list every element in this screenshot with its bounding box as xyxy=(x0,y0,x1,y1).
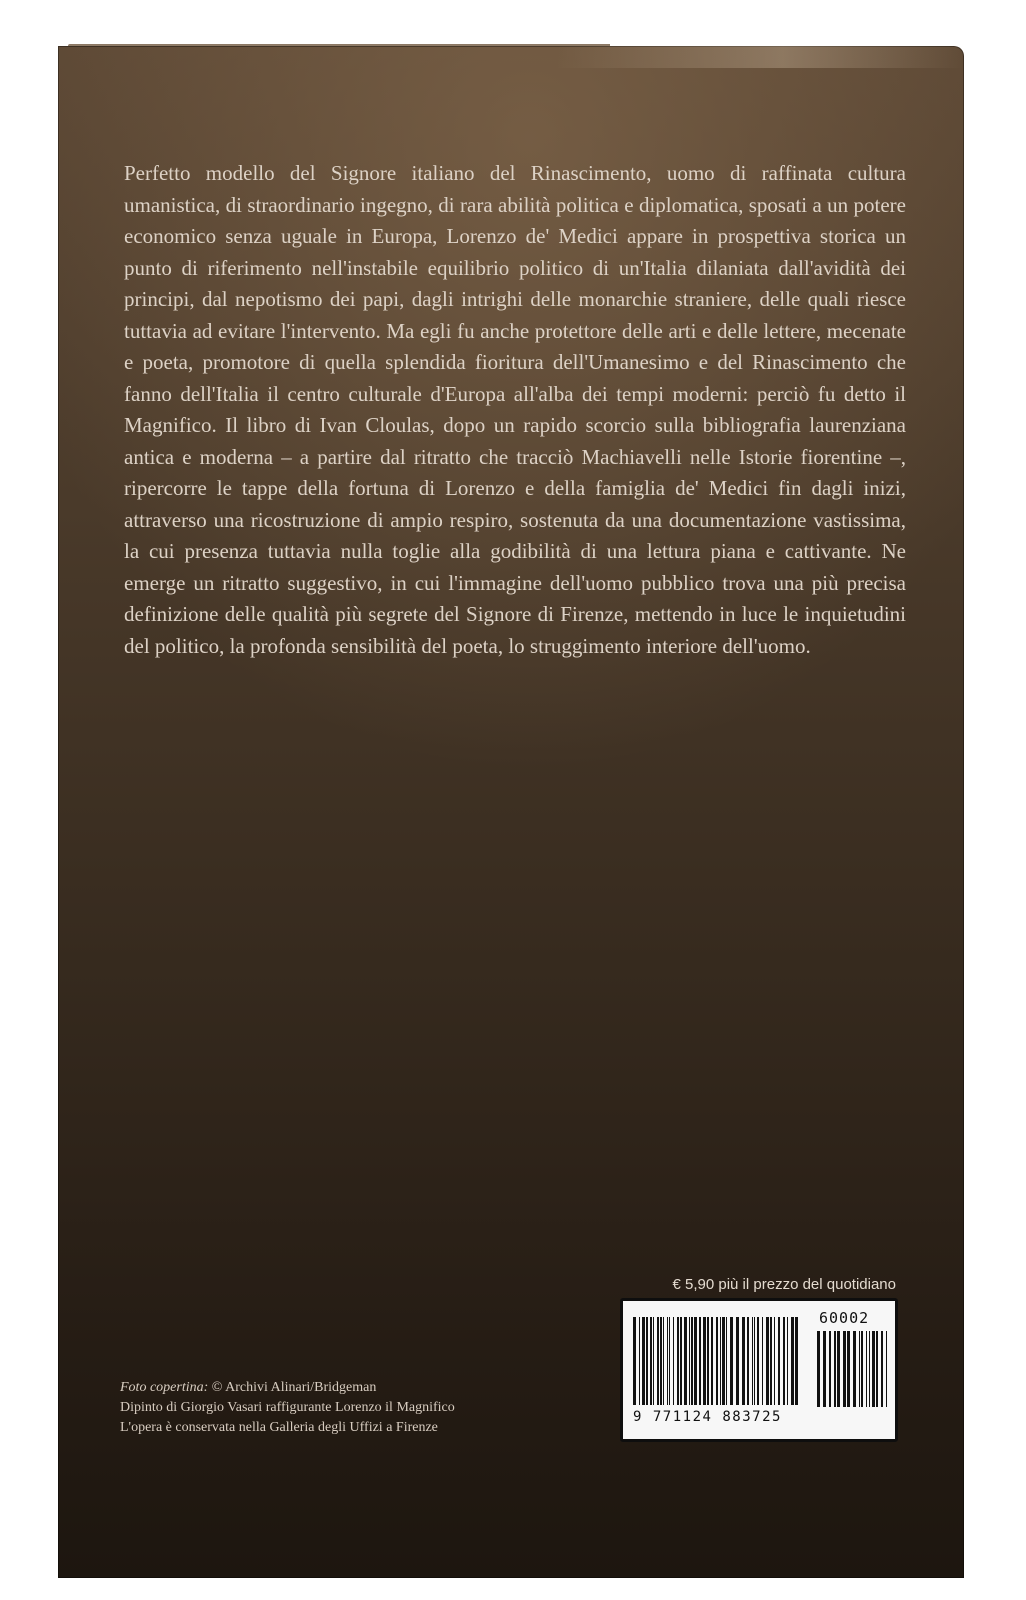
addon-barcode xyxy=(817,1331,887,1407)
book-back-cover xyxy=(58,46,964,1578)
price-label: € 5,90 più il prezzo del quotidiano xyxy=(672,1276,896,1293)
painting-credit-line: Dipinto di Giorgio Vasari raffigurante Lorenzo il Magnifico xyxy=(120,1400,455,1415)
barcode-label xyxy=(620,1298,898,1442)
cover-sheen xyxy=(58,46,964,68)
photo-credit-label: Foto copertina: xyxy=(120,1380,209,1395)
issue-code: 60002 xyxy=(819,1309,870,1327)
cover-credits xyxy=(120,1378,600,1438)
location-credit-line: L'opera è conservata nella Galleria degli Uffizi a Firenze xyxy=(120,1420,438,1435)
photo-credit-text: © Archivi Alinari/Bridgeman xyxy=(208,1380,377,1395)
back-cover-blurb: Perfetto modello del Signore italiano del Rinascimento, uomo di raffinata cultura umanistica, di straordinario ingegno, di rara abilità politica e diplomatica, sposati a un potere economico senza uguale in Europa, Lorenzo de' Medici appare in prospettiva storica un punto di riferimento nell'instabile equilibrio politico di un'Italia dilaniata dall'avidità dei principi, dal nepotismo dei papi, dagli intrighi delle monarchie straniere, delle quali riesce tuttavia ad evitare l'intervento. Ma egli fu anche protettore delle arti e delle lettere, mecenate e poeta, promotore di quella splendida fioritura dell'Umanesimo e del Rinascimento che fanno dell'Italia il centro culturale d'Europa all'alba dei tempi moderni: perciò fu detto il Magnifico. Il libro di Ivan Cloulas, dopo un rapido scorcio sulla bibliografia laurenziana antica e moderna – a partire dal ritratto che tracciò Machiavelli nelle Istorie fiorentine –, ripercorre le tappe della fortuna di Lorenzo e della famiglia de' Medici fin dagli inizi, attraverso una ricostruzione di ampio respiro, sostenuta da una documentazione vastissima, la cui presenza tuttavia nulla toglie alla godibilità di una lettura piana e cattivante. Ne emerge un ritratto suggestivo, in cui l'immagine dell'uomo pubblico trova una più precisa definizione delle qualità più segrete del Signore di Firenze, mettendo in luce le inquietudini del politico, la profonda sensibilità del poeta, lo struggimento interiore dell'uomo. xyxy=(124,161,906,658)
photo-credit-line xyxy=(120,1378,600,1398)
ean-barcode xyxy=(633,1317,799,1405)
ean-number: 9 771124 883725 xyxy=(633,1409,782,1425)
